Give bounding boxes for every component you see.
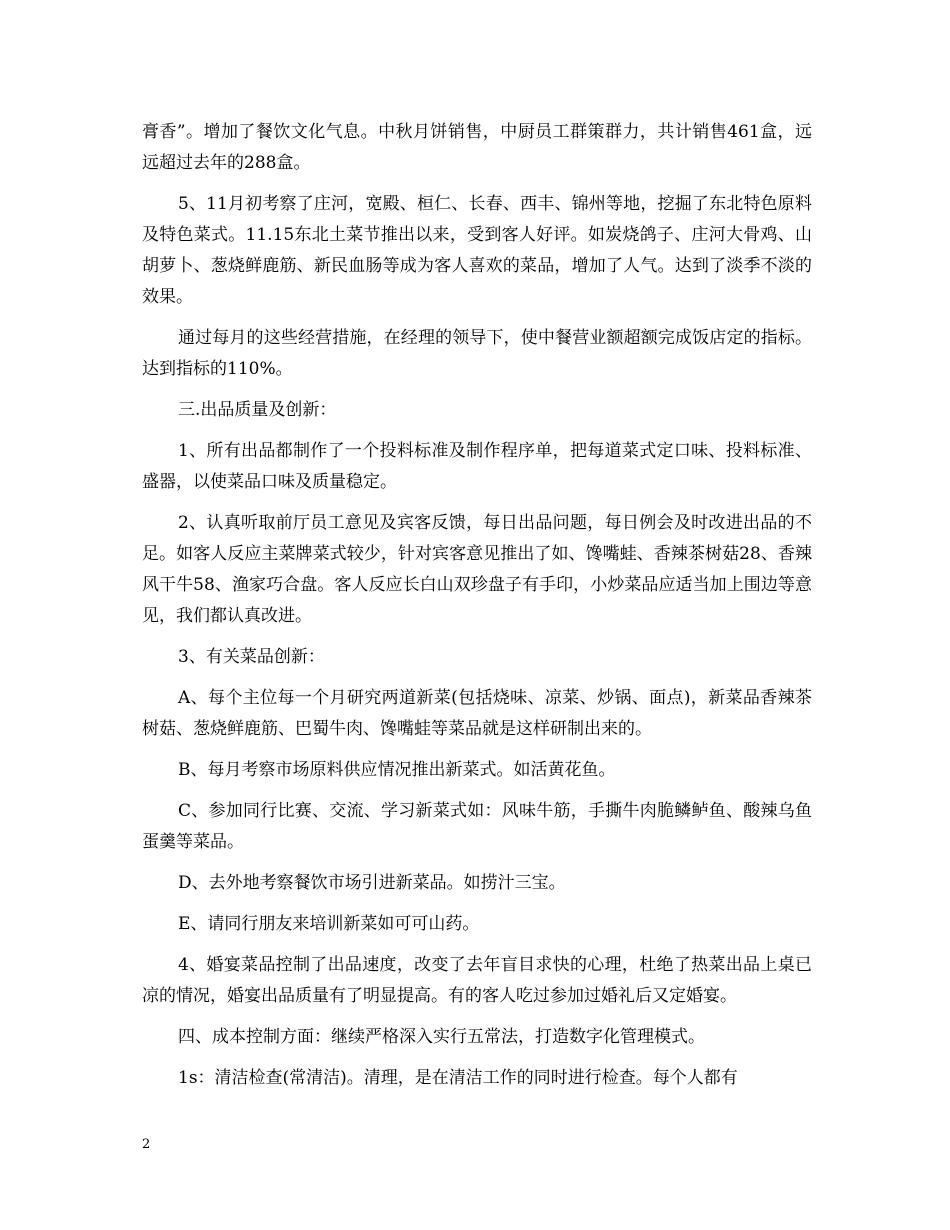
paragraph: 3、有关菜品创新：: [178, 647, 325, 667]
document-body: [142, 117, 812, 1104]
section-heading: 四、成本控制方面：继续严格深入实行五常法，打造数字化管理模式。: [178, 1027, 705, 1047]
paragraph: 2、认真听取前厅员工意见及宾客反馈，每日出品问题，每日例会及时改进出品的不足。如客人反应主菜牌菜式较少，针对宾客意见推出了如、馋嘴蛙、香辣茶树菇28、香辣风干牛58、渔家巧合盘。客人反应长白山双珍盘子有手印，小炒菜品应适当加上围边等意见，我们都认真改进。: [142, 513, 812, 626]
page-number: 2: [142, 1137, 151, 1152]
paragraph: 1、所有出品都制作了一个投料标准及制作程序单，把每道菜式定口味、投料标准、盛器，以使菜品口味及质量稳定。: [142, 441, 812, 492]
paragraph: C、参加同行比赛、交流、学习新菜式如：风味牛筋，手撕牛肉脆鳞鲈鱼、酸辣乌鱼蛋羹等菜品。: [142, 801, 812, 852]
paragraph: 1s：清洁检查(常清洁)。清理，是在清洁工作的同时进行检查。每个人都有: [178, 1068, 738, 1088]
paragraph: 通过每月的这些经营措施，在经理的领导下，使中餐营业额超额完成饭店定的指标。达到指标的110%。: [142, 328, 812, 379]
paragraph: A、每个主位每一个月研究两道新菜(包括烧味、凉菜、炒锅、面点)，新菜品香辣茶树菇、葱烧鲜鹿筋、巴蜀牛肉、馋嘴蛙等菜品就是这样研制出来的。: [142, 688, 812, 739]
paragraph: 膏香”。增加了餐饮文化气息。中秋月饼销售，中厨员工群策群力，共计销售461盒，远远超过去年的288盒。: [142, 122, 812, 173]
paragraph: 4、婚宴菜品控制了出品速度，改变了去年盲目求快的心理，杜绝了热菜出品上桌已凉的情况，婚宴出品质量有了明显提高。有的客人吃过参加过婚礼后又定婚宴。: [142, 955, 812, 1006]
paragraph: D、去外地考察餐饮市场引进新菜品。如捞汁三宝。: [178, 873, 566, 893]
paragraph: E、请同行朋友来培训新菜如可可山药。: [178, 914, 480, 934]
paragraph: 5、11月初考察了庄河，宽殿、桓仁、长春、西丰、锦州等地，挖掘了东北特色原料及特色菜式。11.15东北土菜节推出以来，受到客人好评。如炭烧鸽子、庄河大骨鸡、山胡萝卜、葱烧鲜鹿筋、新民血肠等成为客人喜欢的菜品，增加了人气。达到了淡季不淡的效果。: [142, 194, 812, 307]
paragraph: B、每月考察市场原料供应情况推出新菜式。如活黄花鱼。: [178, 760, 616, 780]
section-heading: 三.出品质量及创新：: [178, 400, 337, 420]
